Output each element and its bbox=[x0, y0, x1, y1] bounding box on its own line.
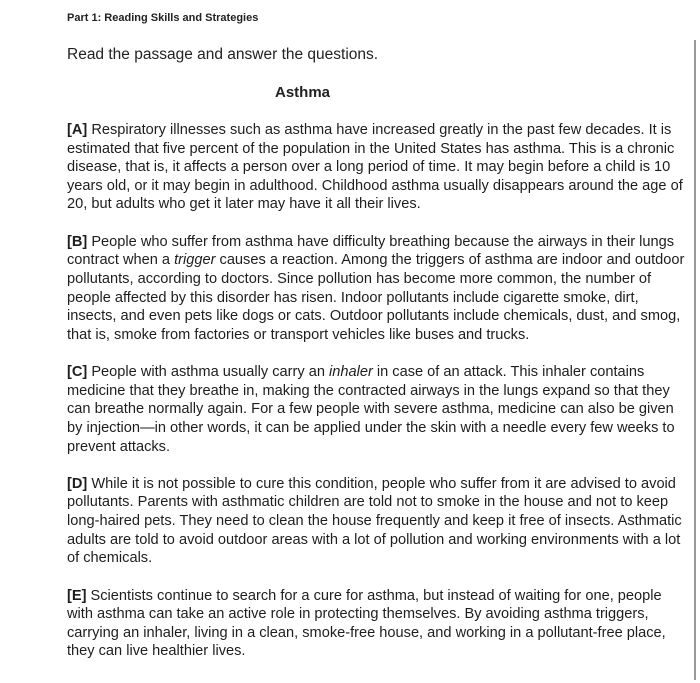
italic-term: trigger bbox=[174, 252, 216, 269]
paragraph bbox=[67, 233, 691, 345]
paragraph bbox=[67, 363, 691, 456]
paragraph-label: [C] bbox=[67, 364, 88, 381]
scrollbar[interactable] bbox=[694, 40, 696, 680]
paragraph-label: [A] bbox=[67, 122, 88, 138]
passage-body bbox=[67, 121, 691, 680]
paragraph bbox=[67, 587, 691, 661]
paragraph-text: causes a reaction. Among the triggers of asthma are indoor and outdoor pollutants, according to doctors. Since pollution has become more common, the number of people affected by this disorder has risen. Indoor pollutants include cigarette smoke, dirt, insects, and even pets like dogs or cats. Outdoor pollutants include chemicals, dust, and smog, that is, smoke from factories or transport vehicles like buses and trucks. bbox=[67, 252, 685, 343]
paragraph-label: [E] bbox=[67, 587, 87, 604]
paragraph-label: [B] bbox=[67, 233, 88, 250]
paragraph-label: [D] bbox=[67, 475, 88, 492]
paragraph-text: While it is not possible to cure this condition, people who suffer from it are advised to avoid pollutants. Parents with asthmatic children are told not to smoke in the house and not to keep long-haired pets. They need to clean the house frequently and keep it free of insects. Asthmatic adults are told to avoid outdoor areas with a lot of pollution and working environments with a lot of chemicals. bbox=[67, 475, 682, 567]
passage-title bbox=[0, 84, 605, 101]
paragraph-text: Respiratory illnesses such as asthma have increased greatly in the past few decades. It is estimated that five percent of the population in the United States has asthma. This is a chronic disease, that is, it affects a person over a long period of time. It may begin before a child is 10 years old, or it may begin in adulthood. Childhood asthma usually disappears around the age of 20, but adults who get it later may have it all their lives. bbox=[67, 122, 683, 213]
paragraph-text: Scientists continue to search for a cure for asthma, but instead of waiting for one, people with asthma can take an active role in protecting themselves. By avoiding asthma triggers, carrying an inhaler, living in a clean, smoke-free house, and working in a pollutant-free place, they can live healthier lives. bbox=[67, 587, 666, 660]
instructions-text: Read the passage and answer the questions. bbox=[67, 46, 379, 63]
paragraph-text: People who suffer from asthma have difficulty breathing because the airways in their lungs contract when a bbox=[67, 233, 675, 269]
paragraph-text: People with asthma usually carry an bbox=[87, 364, 329, 381]
paragraph bbox=[67, 121, 691, 214]
passage-title-text: Asthma bbox=[274, 84, 330, 101]
section-title: Part 1: Reading Skills and Strategies bbox=[67, 12, 259, 24]
italic-term: inhaler bbox=[329, 364, 373, 381]
paragraph bbox=[67, 475, 691, 568]
paragraph-text: in case of an attack. This inhaler contains medicine that they breathe in, making the contracted airways in the lungs expand so that they can breathe normally again. For a few people with severe asthma, medicine can also be given by injection—in other words, it can be applied under the skin with a needle every few weeks to prevent attacks. bbox=[67, 364, 675, 455]
